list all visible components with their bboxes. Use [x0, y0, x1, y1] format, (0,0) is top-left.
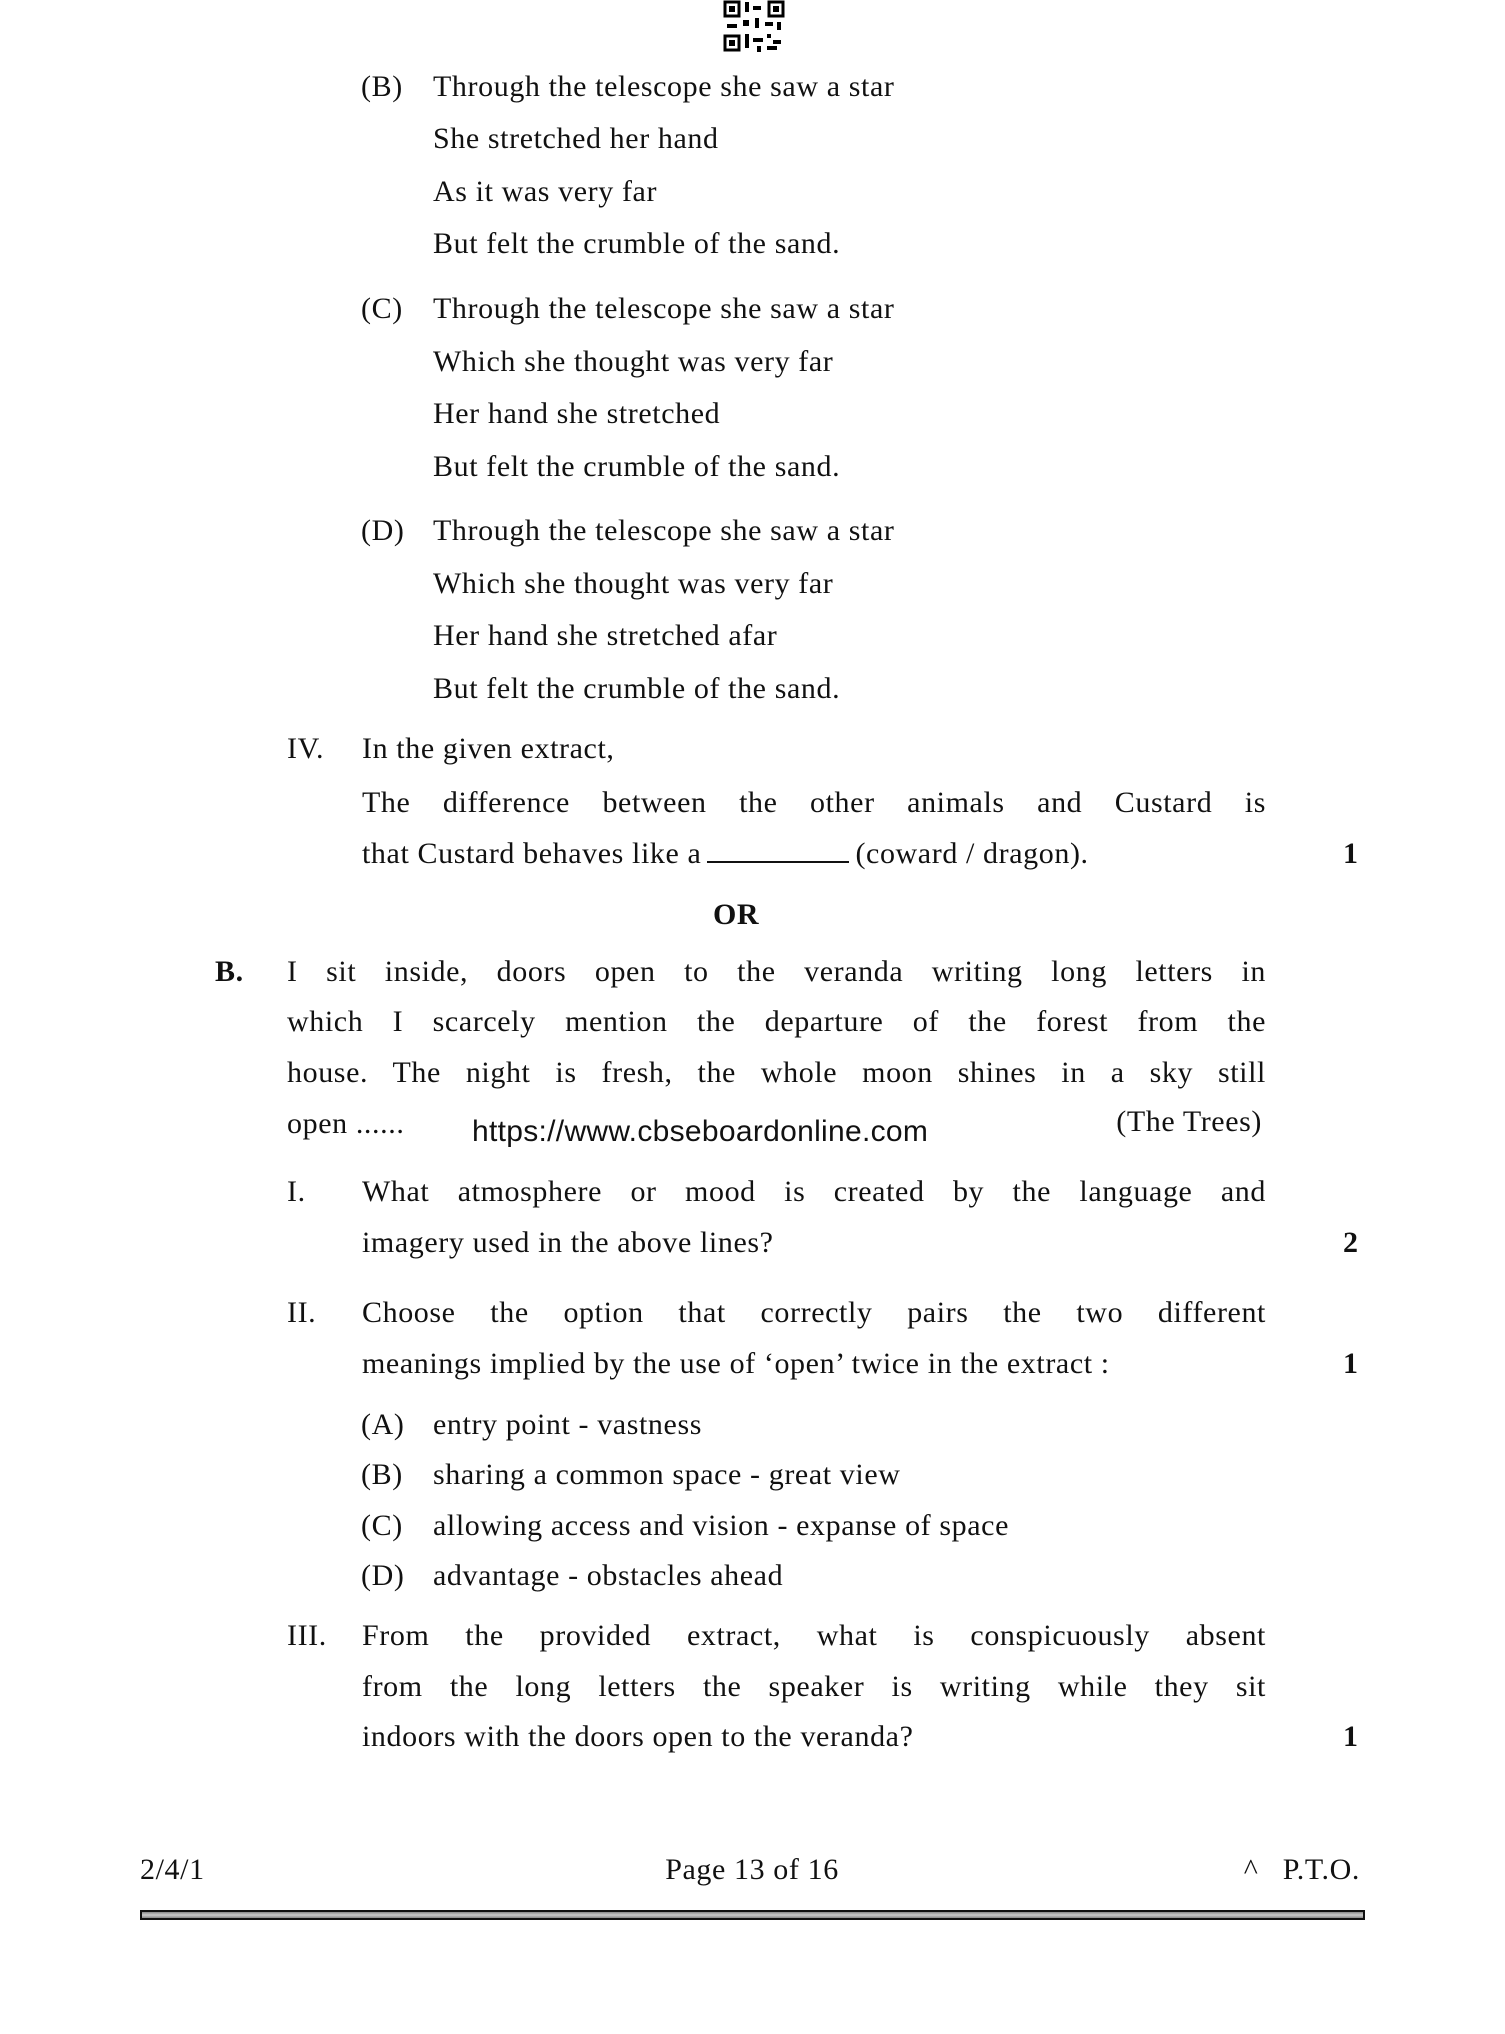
option-label: (D)	[361, 1559, 405, 1592]
poem-line: As it was very far	[433, 175, 658, 208]
poem-line: Which she thought was very far	[433, 567, 834, 600]
marks: 1	[1343, 1347, 1358, 1380]
question-text-pre: that Custard behaves like a	[362, 837, 702, 870]
paper-code: 2/4/1	[140, 1853, 205, 1886]
poem-line: But felt the crumble of the sand.	[433, 672, 841, 705]
question-text: The difference between the other animals and Custard is	[362, 786, 1266, 819]
poem-line: Her hand she stretched	[433, 397, 721, 430]
option-text: advantage - obstacles ahead	[433, 1559, 784, 1592]
option-text: sharing a common space - great view	[433, 1458, 901, 1491]
extract-line: open ......	[287, 1107, 405, 1140]
marks: 1	[1343, 1720, 1358, 1753]
option-text: entry point - vastness	[433, 1408, 702, 1441]
option-label: (D)	[361, 514, 405, 547]
question-text: imagery used in the above lines?	[362, 1226, 774, 1259]
marks: 1	[1343, 837, 1358, 870]
watermark-url: https://www.cbseboardonline.com	[472, 1115, 929, 1148]
question-text: from the long letters the speaker is writing while they sit	[362, 1670, 1266, 1703]
extract-line: which I scarcely mention the departure of the forest from the	[287, 1005, 1266, 1038]
poem-line: Which she thought was very far	[433, 345, 834, 378]
question-number: IV.	[287, 732, 325, 765]
option-label: (C)	[361, 292, 403, 325]
poem-line: Her hand she stretched afar	[433, 619, 778, 652]
question-number: I.	[287, 1175, 306, 1208]
pto-label: ^ P.T.O.	[1243, 1853, 1360, 1886]
extract-line: I sit inside, doors open to the veranda writing long letters in	[287, 955, 1266, 988]
option-label: (B)	[361, 70, 403, 103]
option-label: (B)	[361, 1458, 403, 1491]
poem-line: She stretched her hand	[433, 122, 719, 155]
page-number: Page 13 of 16	[665, 1853, 839, 1886]
extract-source: (The Trees)	[1116, 1105, 1262, 1138]
question-text: indoors with the doors open to the veranda?	[362, 1720, 914, 1753]
marks: 2	[1343, 1226, 1358, 1259]
poem-line: Through the telescope she saw a star	[433, 514, 895, 547]
question-text: meanings implied by the use of ‘open’ twice in the extract :	[362, 1347, 1110, 1380]
question-number: III.	[287, 1619, 327, 1652]
question-text-post: (coward / dragon).	[855, 837, 1089, 870]
question-text: In the given extract,	[362, 732, 615, 765]
poem-line: But felt the crumble of the sand.	[433, 450, 841, 483]
poem-line: Through the telescope she saw a star	[433, 70, 895, 103]
option-text: allowing access and vision - expanse of space	[433, 1509, 1009, 1542]
question-number: II.	[287, 1296, 317, 1329]
option-label: (A)	[361, 1408, 405, 1441]
poem-line: Through the telescope she saw a star	[433, 292, 895, 325]
question-text: Choose the option that correctly pairs the two different	[362, 1296, 1266, 1329]
fill-in-blank	[707, 839, 849, 863]
question-text: What atmosphere or mood is created by the language and	[362, 1175, 1266, 1208]
extract-line: house. The night is fresh, the whole moon shines in a sky still	[287, 1056, 1266, 1089]
or-divider: OR	[713, 898, 760, 931]
section-label: B.	[215, 955, 244, 988]
option-label: (C)	[361, 1509, 403, 1542]
footer-rule	[140, 1910, 1365, 1920]
question-text: From the provided extract, what is conspicuously absent	[362, 1619, 1266, 1652]
question-text	[362, 836, 1089, 872]
poem-line: But felt the crumble of the sand.	[433, 227, 841, 260]
qr-code-icon	[723, 0, 785, 54]
